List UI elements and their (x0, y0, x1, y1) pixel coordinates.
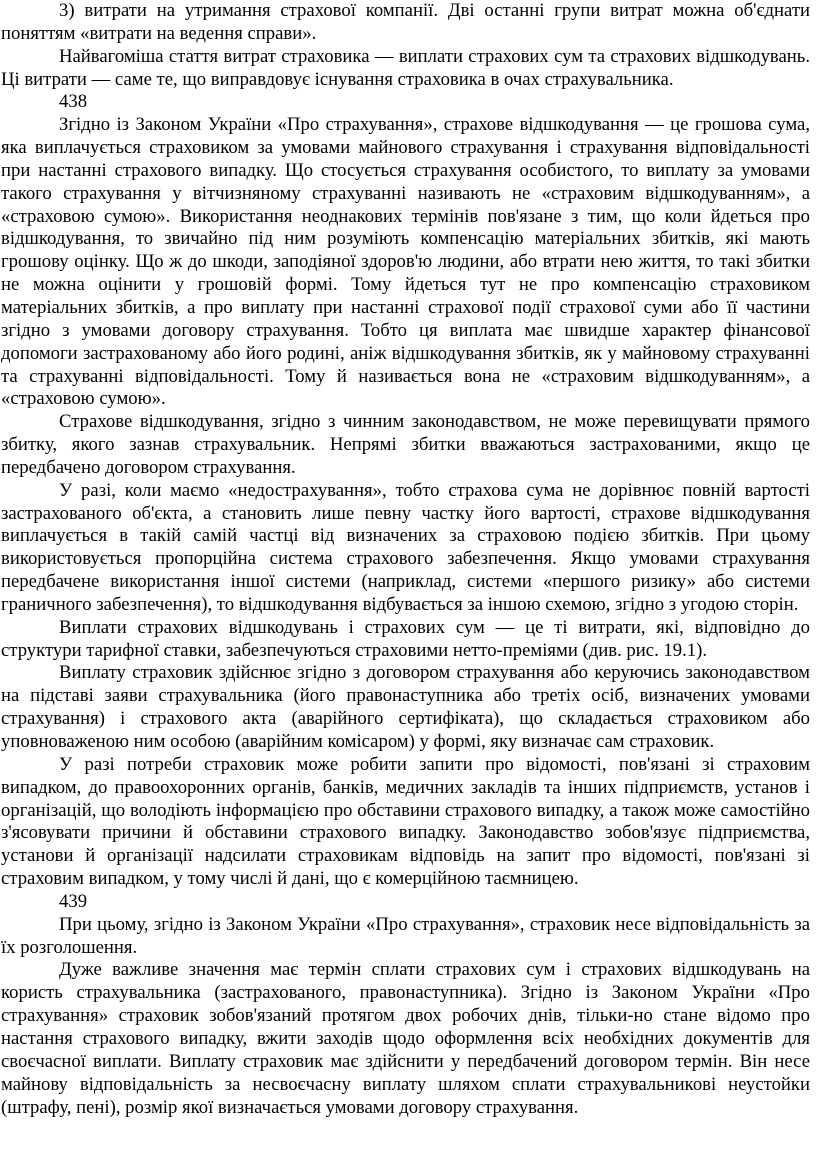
page-number-438: 438 (59, 91, 88, 113)
paragraph-payment-terms: Дуже важливе значення має термін сплати страхових сум і страхових відшкодувань на користь страхувальника (застрахованого, правонаступника). Згідно із Законом України «Про страхування» страховик зобов'язаний протягом двох робочих днів, тільки-но стане відомо про настання страхового випадку, вжити заходів щодо оформлення всіх необхідних документів для своєчасної виплати. Виплату страховик має здійснити у передбачений договором термін. Він несе майнову відповідальність за несвоєчасну виплату шляхом сплати страхувальникові неустойки (штрафу, пені), розмір якої визначається умовами договору страхування. (1, 959, 810, 1118)
paragraph-net-premiums: Виплати страхових відшкодувань і страхових сум — це ті витрати, які, відповідно до структури тарифної ставки, забезпечуються страховими нетто-преміями (див. рис. 19.1). (1, 616, 810, 661)
paragraph-direct-loss: Страхове відшкодування, згідно з чинним законодавством, не може перевищувати прямого збитку, якого зазнав страхувальник. Непрямі збитки вважаються застрахованими, якщо це передбачено договором страхування. (1, 411, 810, 478)
paragraph-underinsurance: У разі, коли маємо «недострахування», тобто страхова сума не дорівнює повній вартості застрахованого об'єкта, а становить лише певну частку його вартості, страхове відшкодування виплачується в такій самій частці від визначених за страховою подією збитків. При цьому використовується пропорційна система страхового забезпечення. Якщо умовами страхування передбачене використання іншої системи (наприклад, системи «першого ризику» або системи граничного забезпечення), то відшкодування відбувається за іншою схемою, згідно з угодою сторін. (1, 479, 810, 615)
paragraph-insurance-compensation: Згідно із Законом України «Про страхування», страхове відшкодування — це грошова сума, яка виплачується страховиком за умовами майнового страхування і страхування відповідальності при настанні страхового випадку. Що стосується страхування особистого, то виплату за умовами такого страхування у вітчизняному страхуванні називають не «страховим відшкодуванням», а «страховою сумою». Використання неоднакових термінів пов'язане з тим, що коли йдеться про відшкодування, то звичайно під ним розуміють компенсацію матеріальних збитків, які мають грошову оцінку. Що ж до шкоди, заподіяної здоров'ю людини, або втрати нею життя, то такі збитки не можна оцінити у грошовій формі. Тому йдеться тут не про компенсацію страховиком матеріальних збитків, а про виплату при настанні страхової події страхової суми або її частини згідно з умовами договору страхування. Тобто ця виплата має швидше характер фінансової допомоги застрахованому або його родині, аніж відшкодування збитків, як у майновому страхуванні та страхуванні відповідальності. Тому й називається вона не «страховим відшкодуванням», а «страховою сумою». (1, 114, 810, 410)
page-number-439: 439 (59, 890, 88, 912)
paragraph-information-requests: У разі потреби страховик може робити запити про відомості, пов'язані зі страховим випадком, до правоохоронних органів, банків, медичних закладів та інших підприємств, установ і організацій, що володіють інформацією про обставини страхового випадку, а також може самостійно з'ясовувати причини й обставини страхового випадку. Законодавство зобов'язує підприємства, установи й організації надсилати страховикам відповідь на запит про відомості, пов'язані зі страховим випадком, у тому числі й дані, що є комерційною таємницею. (1, 753, 810, 890)
paragraph-payment-basis: Виплату страховик здійснює згідно з договором страхування або керуючись законодавством на підставі заяви страхувальника (його правонаступника або третіх осіб, визначених умовами страхування) і страхового акта (аварійного сертифіката), що складається страховиком або уповноваженою ним особою (аварійним комісаром) у формі, яку визначає сам страховик. (1, 662, 810, 752)
paragraph-main-expense: Найвагоміша стаття витрат страховика — виплати страхових сум та страхових відшкодувань. Ці витрати — саме те, що виправдовує існування страховика в очах страхувальника. (1, 45, 810, 90)
paragraph-disclosure-liability: При цьому, згідно із Законом України «Про страхування», страховик несе відповідальність за їх розголошення. (1, 913, 810, 958)
paragraph-expense-groups: 3) витрати на утримання страхової компанії. Дві останні групи витрат можна об'єднати поняттям «витрати на ведення справи». (1, 0, 810, 44)
